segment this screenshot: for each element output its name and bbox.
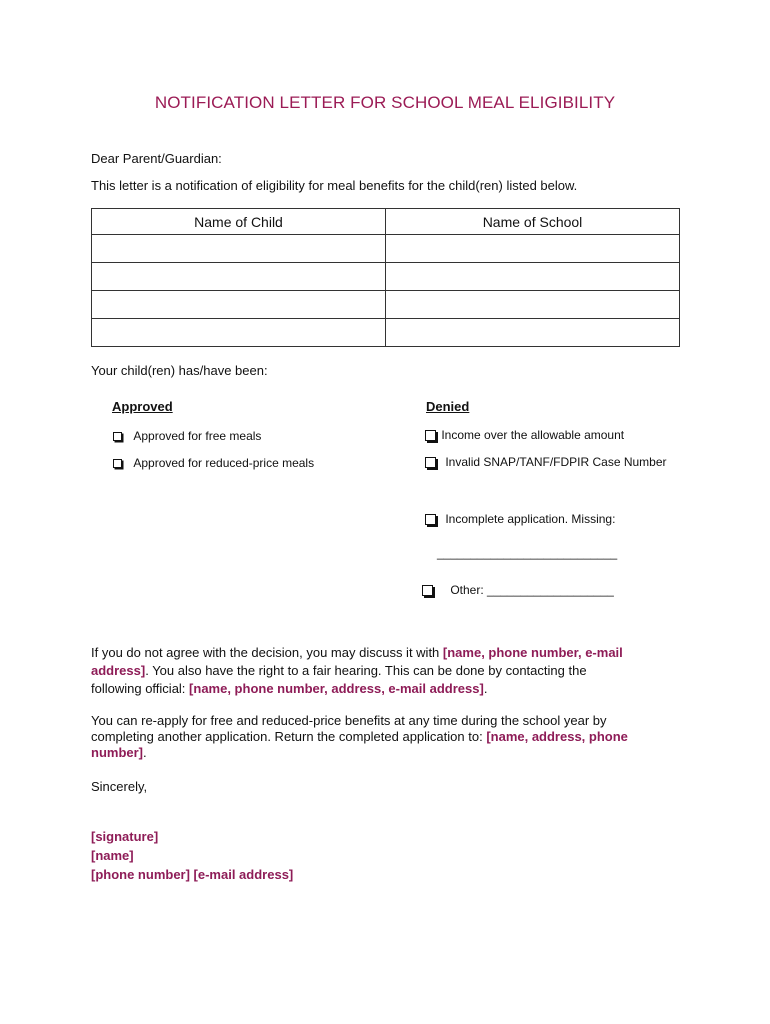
signature-block	[91, 827, 293, 884]
school-name-cell[interactable]	[386, 263, 680, 291]
denied-income-label: Income over the allowable amount	[441, 428, 625, 442]
approved-free-option[interactable]	[113, 428, 261, 444]
children-table	[91, 208, 680, 347]
p3-text: following official:	[91, 681, 190, 696]
table-header-row	[92, 209, 680, 235]
checkbox-denied-income[interactable]	[425, 430, 436, 441]
approved-reduced-option[interactable]	[113, 455, 314, 471]
name-placeholder: [name]	[91, 848, 134, 863]
denied-income-option[interactable]	[425, 427, 624, 443]
school-name-cell[interactable]	[386, 319, 680, 347]
table-row	[92, 263, 680, 291]
header-name-of-child: Name of Child	[92, 209, 386, 235]
official-placeholder: [name, phone number, address, e-mail address]	[189, 681, 484, 696]
denied-incomplete-option[interactable]	[425, 511, 615, 527]
denied-other-option[interactable]	[422, 582, 614, 598]
checkbox-denied-invalid-case[interactable]	[425, 457, 436, 468]
reapply-paragraph	[91, 713, 691, 761]
checkbox-approved-free[interactable]	[113, 432, 122, 441]
child-name-cell[interactable]	[92, 291, 386, 319]
approved-free-label: Approved for free meals	[133, 429, 262, 443]
child-name-cell[interactable]	[92, 319, 386, 347]
signature-placeholder: [signature]	[91, 829, 159, 844]
page-title: NOTIFICATION LETTER FOR SCHOOL MEAL ELIGIBILITY	[154, 93, 616, 112]
return-placeholder-cont: number]	[91, 745, 143, 760]
school-name-cell[interactable]	[386, 235, 680, 263]
table-row	[92, 235, 680, 263]
intro-text: This letter is a notification of eligibility for meal benefits for the child(ren) listed below.	[91, 178, 578, 193]
reapply-line-2: completing another application. Return the completed application to:	[91, 729, 487, 744]
approved-heading: Approved	[112, 399, 173, 414]
denied-invalid-option[interactable]	[425, 454, 667, 470]
table-row	[92, 291, 680, 319]
approved-reduced-label: Approved for reduced-price meals	[133, 456, 315, 470]
child-name-cell[interactable]	[92, 235, 386, 263]
greeting: Dear Parent/Guardian:	[91, 151, 222, 166]
denied-invalid-label: Invalid SNAP/TANF/FDPIR Case Number	[445, 455, 667, 469]
checkbox-approved-reduced[interactable]	[113, 459, 122, 468]
header-name-of-school: Name of School	[386, 209, 680, 235]
status-line: Your child(ren) has/have been:	[91, 363, 268, 378]
denied-other-label: Other: ___________________	[450, 583, 614, 597]
school-name-cell[interactable]	[386, 291, 680, 319]
contact-info-placeholder: [phone number] [e-mail address]	[91, 867, 294, 882]
contact-placeholder-cont: address]	[91, 663, 146, 678]
denied-incomplete-label: Incomplete application. Missing:	[445, 512, 616, 526]
checkbox-denied-incomplete[interactable]	[425, 514, 436, 525]
p4-text: .	[483, 681, 488, 696]
child-name-cell[interactable]	[92, 263, 386, 291]
checkbox-denied-other[interactable]	[422, 585, 433, 596]
table-row	[92, 319, 680, 347]
closing: Sincerely,	[91, 779, 148, 794]
reapply-line-1: You can re-apply for free and reduced-price benefits at any time during the school year by	[91, 713, 607, 728]
reapply-end: .	[143, 745, 147, 760]
return-placeholder: [name, address, phone	[486, 729, 628, 744]
disagree-paragraph	[91, 644, 691, 698]
contact-placeholder: [name, phone number, e-mail	[442, 645, 623, 660]
missing-blank-line[interactable]: ___________________________	[437, 546, 618, 560]
denied-heading: Denied	[426, 399, 470, 414]
p2-text: . You also have the right to a fair hearing. This can be done by contacting the	[145, 663, 587, 678]
p1-text: If you do not agree with the decision, you may discuss it with	[91, 645, 443, 660]
